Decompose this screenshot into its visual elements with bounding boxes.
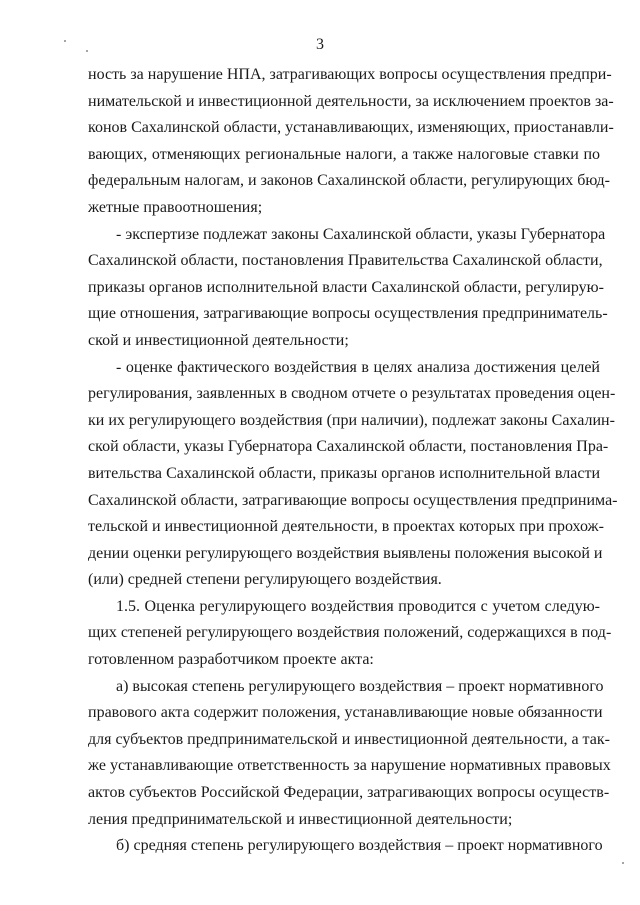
text-line: для субъектов предпринимательской и инвестиционной деятельности, а так- bbox=[88, 730, 610, 748]
text-line: вительства Сахалинской области, приказы органов исполнительной власти bbox=[88, 464, 600, 482]
text-line: ность за нарушение НПА, затрагивающих вопросы осуществления предпри- bbox=[88, 66, 612, 83]
text-line: а) высокая степень регулирующего воздействия – проект нормативного bbox=[116, 677, 604, 695]
text-line: Сахалинской области, постановления Правительства Сахалинской области, bbox=[88, 252, 603, 270]
text-line: нимательской и инвестиционной деятельности, за исключением проектов за- bbox=[88, 92, 614, 110]
page-number: 3 bbox=[316, 36, 324, 53]
text-line: (или) средней степени регулирующего воздействия. bbox=[88, 571, 442, 589]
text-line: б) средняя степень регулирующего воздействия – проект нормативного bbox=[116, 837, 603, 855]
text-line: готовленном разработчиком проекте акта: bbox=[88, 651, 374, 669]
text-line: дении оценки регулирующего воздействия выявлены положения высокой и bbox=[88, 544, 603, 562]
text-line: приказы органов исполнительной власти Сахалинской области, регулирую- bbox=[88, 278, 604, 296]
text-line: ской и инвестиционной деятельности; bbox=[88, 331, 349, 349]
text-line: Сахалинской области, затрагивающие вопросы осуществления предпринима- bbox=[88, 491, 618, 509]
text-line: щие отношения, затрагивающие вопросы осуществления предприниматель- bbox=[88, 305, 608, 323]
text-line: ления предпринимательской и инвестиционной деятельности; bbox=[88, 810, 513, 828]
text-line: федеральным налогам, и законов Сахалинской области, регулирующих бюд- bbox=[88, 172, 611, 190]
text-line: тельской и инвестиционной деятельности, в проектах которых при прохож- bbox=[88, 518, 604, 536]
text-line: же устанавливающие ответственность за нарушение нормативных правовых bbox=[88, 757, 611, 775]
text-line: щих степеней регулирующего воздействия положений, содержащихся в под- bbox=[88, 624, 612, 642]
text-line: правового акта содержит положения, устанавливающие новые обязанности bbox=[88, 704, 603, 722]
text-line: актов субъектов Российской Федерации, затрагивающих вопросы осуществ- bbox=[88, 784, 610, 802]
text-line: - оценке фактического воздействия в целях анализа достижения целей bbox=[116, 358, 600, 376]
text-line: вающих, отменяющих региональные налоги, а также налоговые ставки по bbox=[88, 145, 600, 163]
text-line: ской области, указы Губернатора Сахалинской области, постановления Пра- bbox=[88, 438, 609, 456]
text-line: - экспертизе подлежат законы Сахалинской области, указы Губернатора bbox=[116, 225, 606, 243]
text-line: 1.5. Оценка регулирующего воздействия проводится с учетом следую- bbox=[116, 597, 600, 615]
text-line: ки их регулирующего воздействия (при наличии), подлежат законы Сахалин- bbox=[88, 411, 615, 429]
text-line: регулирования, заявленных в сводном отчете о результатах проведения оцен- bbox=[88, 385, 616, 403]
document-body bbox=[88, 62, 618, 860]
text-line: жетные правоотношения; bbox=[88, 198, 263, 216]
text-line: конов Сахалинской области, устанавливающих, изменяющих, приостанавли- bbox=[88, 119, 614, 137]
scan-speck bbox=[622, 862, 624, 864]
